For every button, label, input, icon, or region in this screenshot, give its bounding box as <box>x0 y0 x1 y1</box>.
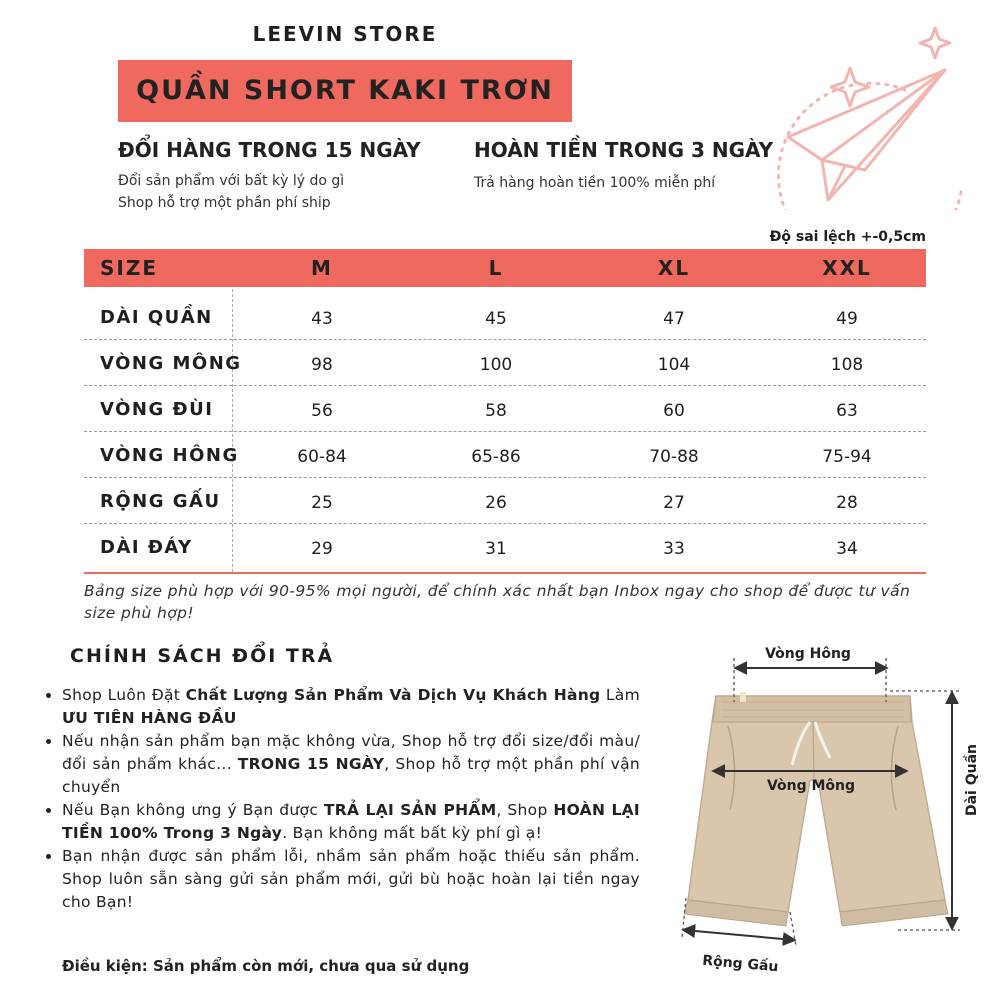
table-cell: 26 <box>485 493 507 513</box>
header-size: SIZE <box>100 256 159 280</box>
table-cell: 49 <box>836 309 858 329</box>
exchange-line: Đổi sản phẩm với bất kỳ lý do gì <box>118 173 345 189</box>
table-cell: 25 <box>311 493 333 513</box>
table-cell: 65-86 <box>471 447 521 467</box>
row-divider <box>84 523 926 524</box>
policy-item: • Nếu nhận sản phẩm bạn mặc không vừa, Shop hỗ trợ đổi size/đổi màu/đổi sản phẩm khác... TRONG 15 NGÀY, Shop hỗ trợ một phần phí vận chuyển <box>62 730 640 799</box>
sparkle-icon <box>920 28 950 58</box>
table-cell: 45 <box>485 309 507 329</box>
label-seat: Vòng Mông <box>766 778 856 794</box>
row-label: DÀI ĐÁY <box>100 537 193 558</box>
policy-emphasis: TRONG 15 NGÀY <box>237 755 385 773</box>
table-cell: 75-94 <box>822 447 872 467</box>
refund-heading: HOÀN TIỀN TRONG 3 NGÀY <box>474 138 774 162</box>
policy-emphasis: Chất Lượng Sản Phẩm Và Dịch Vụ Khách Hàng <box>185 686 601 704</box>
store-name: LEEVIN STORE <box>252 22 438 46</box>
table-cell: 100 <box>479 355 513 375</box>
product-title: QUẦN SHORT KAKI TRƠN <box>136 75 554 106</box>
table-cell: 58 <box>485 401 507 421</box>
row-label: DÀI QUẦN <box>100 307 213 328</box>
table-cell: 28 <box>836 493 858 513</box>
row-label: VÒNG MÔNG <box>100 353 242 374</box>
row-label: VÒNG ĐÙI <box>100 399 214 420</box>
policy-item: • Bạn nhận được sản phẩm lỗi, nhầm sản phẩm hoặc thiếu sản phẩm. Shop luôn sẵn sàng gửi sản phẩm mới, gửi bù hoặc hoàn lại tiền ngay cho Bạn! <box>62 845 640 914</box>
shorts-image <box>684 692 948 926</box>
label-hip: Vòng Hông <box>765 646 851 662</box>
row-divider <box>84 385 926 386</box>
table-cell: 60 <box>663 401 685 421</box>
table-cell: 43 <box>311 309 333 329</box>
label-hem: Rộng Gấu <box>701 952 779 976</box>
policy-emphasis: TRẢ LẠI SẢN PHẨM <box>323 801 497 819</box>
paper-plane-icon <box>770 20 970 210</box>
table-cell: 98 <box>311 355 333 375</box>
policy-item: • Nếu Bạn không ưng ý Bạn được TRẢ LẠI SẢN PHẨM, Shop HOÀN LẠI TIỀN 100% Trong 3 Ngày. Bạn không mất bất kỳ phí gì ạ! <box>62 799 640 845</box>
header-l: L <box>488 256 504 280</box>
table-bottom-rule <box>84 572 926 574</box>
table-cell: 56 <box>311 401 333 421</box>
row-divider <box>84 339 926 340</box>
tolerance-note: Độ sai lệch +-0,5cm <box>769 229 926 245</box>
row-divider <box>84 477 926 478</box>
refund-line: Trả hàng hoàn tiền 100% miễn phí <box>474 175 716 191</box>
shorts-diagram <box>660 630 1000 990</box>
exchange-heading: ĐỔI HÀNG TRONG 15 NGÀY <box>118 138 421 162</box>
row-label: VÒNG HÔNG <box>100 445 239 466</box>
table-cell: 108 <box>830 355 864 375</box>
policy-item: • Shop Luôn Đặt Chất Lượng Sản Phẩm Và Dịch Vụ Khách Hàng Làm ƯU TIÊN HÀNG ĐẦU <box>62 684 640 730</box>
label-length: Dài Quần <box>964 743 980 817</box>
table-cell: 47 <box>663 309 685 329</box>
table-cell: 33 <box>663 539 685 559</box>
row-divider <box>84 431 926 432</box>
policy-list <box>28 684 640 914</box>
size-note: Bảng size phù hợp với 90-95% mọi người, để chính xác nhất bạn Inbox ngay cho shop để được tư vấn size phù hợp! <box>84 582 911 622</box>
header-m: M <box>311 256 333 280</box>
hem-arrow <box>684 930 794 940</box>
header-xl: XL <box>657 256 691 280</box>
condition-note: Điều kiện: Sản phẩm còn mới, chưa qua sử dụng <box>62 957 470 975</box>
table-cell: 70-88 <box>649 447 699 467</box>
policy-emphasis: ƯU TIÊN HÀNG ĐẦU <box>62 709 237 727</box>
table-cell: 27 <box>663 493 685 513</box>
table-cell: 63 <box>836 401 858 421</box>
table-cell: 104 <box>657 355 691 375</box>
header-xxl: XXL <box>822 256 872 280</box>
table-cell: 34 <box>836 539 858 559</box>
policy-title: CHÍNH SÁCH ĐỔI TRẢ <box>70 645 335 667</box>
table-cell: 60-84 <box>297 447 347 467</box>
exchange-line: Shop hỗ trợ một phần phí ship <box>118 195 331 211</box>
row-label: RỘNG GẤU <box>100 491 221 512</box>
policy-emphasis: HOÀN LẠI TIỀN 100% Trong 3 Ngày <box>62 801 640 842</box>
table-cell: 29 <box>311 539 333 559</box>
table-cell: 31 <box>485 539 507 559</box>
